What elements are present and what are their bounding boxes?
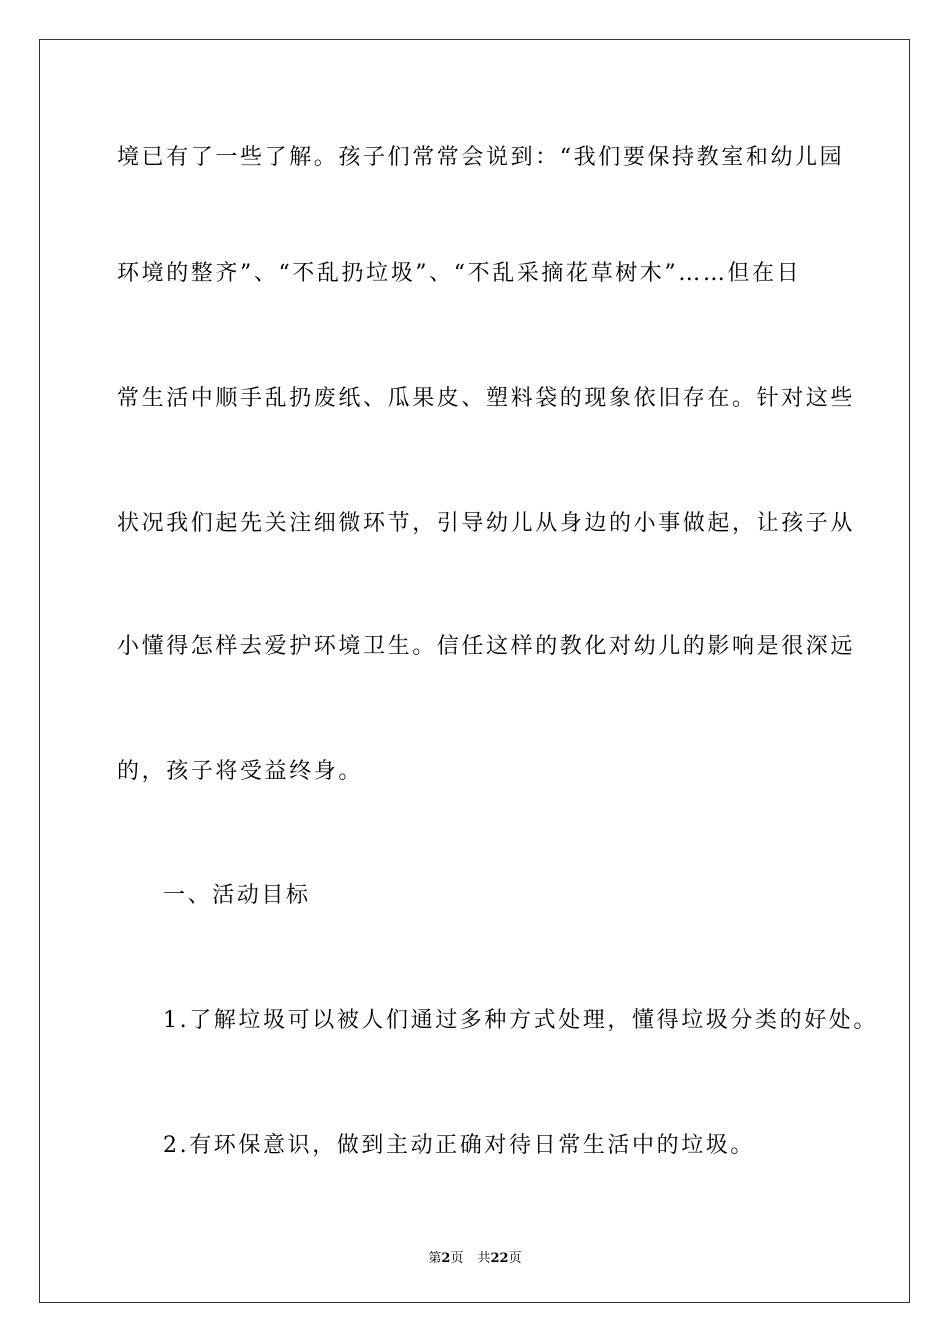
footer-page-suffix: 页 [450,1251,464,1266]
objective-item-1: 1.了解垃圾可以被人们通过多种方式处理，懂得垃圾分类的好处。 [163,1008,878,1033]
section-heading: 一、活动目标 [163,883,311,908]
paragraph-line-4: 状况我们起先关注细微环节，引导幼儿从身边的小事做起，让孩子从 [117,511,856,536]
footer-total-prefix: 共 [477,1251,491,1266]
objective-item-2: 2.有环保意识，做到主动正确对待日常生活中的垃圾。 [163,1133,755,1158]
paragraph-line-2: 环境的整齐”、“不乱扔垃圾”、“不乱采摘花草树木”……但在日 [117,261,802,286]
paragraph-line-3: 常生活中顺手乱扔废纸、瓜果皮、塑料袋的现象依旧存在。针对这些 [117,386,856,411]
paragraph-line-1: 境已有了一些了解。孩子们常常会说到：“我们要保持教室和幼儿园 [117,145,845,170]
footer-total-suffix: 页 [508,1251,522,1266]
paragraph-line-5: 小懂得怎样去爱护环境卫生。信任这样的教化对幼儿的影响是很深远 [117,634,856,659]
footer-total-pages: 22 [490,1251,509,1266]
paragraph-line-6: 的，孩子将受益终身。 [117,759,364,784]
footer-page-number: 2 [441,1251,451,1266]
page-border [39,39,910,1303]
footer-page-prefix: 第 [428,1251,442,1266]
page-footer [0,1247,950,1266]
